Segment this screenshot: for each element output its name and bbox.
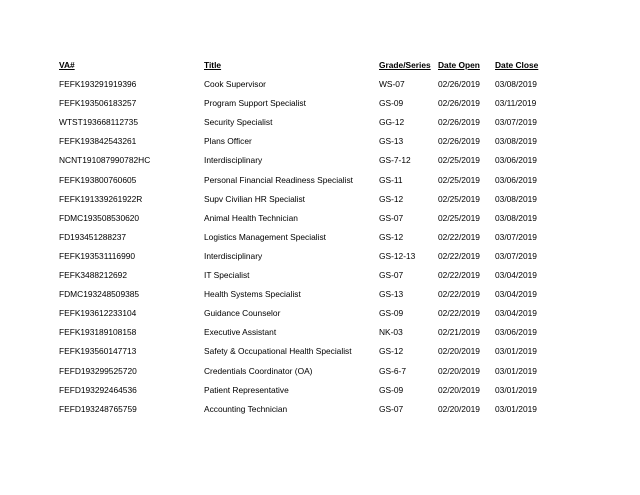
cell-va-number: FEFD193248765759 — [59, 403, 137, 414]
cell-va-number: FDMC193508530620 — [59, 212, 140, 223]
cell-va-number: FEFD193292464536 — [59, 384, 137, 395]
cell-date-open: 02/25/2019 — [438, 193, 480, 204]
cell-date-open: 02/25/2019 — [438, 174, 480, 185]
cell-title: Health Systems Specialist — [204, 289, 301, 300]
cell-date-close: 03/06/2019 — [495, 174, 537, 185]
cell-grade-series: GS-07 — [379, 212, 404, 223]
cell-va-number: NCNT191087990782HC — [59, 155, 151, 166]
cell-date-open: 02/20/2019 — [438, 403, 480, 414]
cell-grade-series: GS-12 — [379, 231, 404, 242]
cell-grade-series: GS-12-13 — [379, 250, 416, 261]
cell-title: Interdisciplinary — [204, 250, 263, 261]
cell-date-close: 03/08/2019 — [495, 136, 537, 147]
cell-date-close: 03/07/2019 — [495, 117, 537, 128]
table-row — [59, 342, 555, 361]
table-row — [59, 285, 555, 304]
cell-date-open: 02/26/2019 — [438, 79, 480, 90]
cell-date-open: 02/22/2019 — [438, 289, 480, 300]
table-row — [59, 323, 555, 342]
header-date-close: Date Close — [495, 60, 539, 70]
cell-grade-series: GS-13 — [379, 289, 404, 300]
cell-title: Plans Officer — [204, 136, 252, 147]
cell-title: Cook Supervisor — [204, 79, 266, 90]
cell-grade-series: GS-12 — [379, 193, 404, 204]
cell-date-open: 02/26/2019 — [438, 136, 480, 147]
cell-title: Credentials Coordinator (OA) — [204, 365, 313, 376]
cell-grade-series: WS-07 — [379, 79, 405, 90]
cell-grade-series: GS-7-12 — [379, 155, 411, 166]
cell-date-close: 03/01/2019 — [495, 384, 537, 395]
cell-date-close: 03/07/2019 — [495, 231, 537, 242]
cell-va-number: FEFD193299525720 — [59, 365, 137, 376]
table-row — [59, 247, 555, 266]
cell-date-close: 03/06/2019 — [495, 327, 537, 338]
cell-va-number: FDMC193248509385 — [59, 289, 140, 300]
table-row — [59, 132, 555, 151]
table-row — [59, 304, 555, 323]
table-row — [59, 190, 555, 209]
cell-date-open: 02/20/2019 — [438, 346, 480, 357]
table-row — [59, 171, 555, 190]
cell-date-close: 03/08/2019 — [495, 212, 537, 223]
cell-va-number: FEFK193506183257 — [59, 98, 137, 109]
cell-date-close: 03/08/2019 — [495, 193, 537, 204]
cell-date-open: 02/22/2019 — [438, 270, 480, 281]
cell-va-number: FEFK193612233104 — [59, 308, 137, 319]
cell-title: Supv Civilian HR Specialist — [204, 193, 306, 204]
cell-title: IT Specialist — [204, 270, 250, 281]
cell-va-number: FEFK193531116990 — [59, 250, 136, 261]
cell-title: Logistics Management Specialist — [204, 231, 326, 242]
cell-date-close: 03/06/2019 — [495, 155, 537, 166]
cell-title: Safety & Occupational Health Specialist — [204, 346, 352, 357]
vacancy-table — [59, 56, 555, 419]
cell-title: Executive Assistant — [204, 327, 277, 338]
cell-va-number: FEFK193291919396 — [59, 79, 137, 90]
cell-date-open: 02/25/2019 — [438, 155, 480, 166]
table-row — [59, 75, 555, 94]
cell-date-close: 03/11/2019 — [495, 98, 537, 109]
cell-grade-series: GS-6-7 — [379, 365, 406, 376]
cell-date-open: 02/22/2019 — [438, 308, 480, 319]
cell-grade-series: GS-12 — [379, 346, 404, 357]
cell-title: Security Specialist — [204, 117, 273, 128]
cell-date-open: 02/26/2019 — [438, 98, 480, 109]
cell-date-open: 02/26/2019 — [438, 117, 480, 128]
header-title: Title — [204, 60, 222, 70]
cell-va-number: FD193451288237 — [59, 231, 127, 242]
cell-grade-series: GS-13 — [379, 136, 404, 147]
header-va-number: VA# — [59, 60, 75, 70]
cell-date-open: 02/20/2019 — [438, 384, 480, 395]
cell-grade-series: NK-03 — [379, 327, 403, 338]
table-row — [59, 228, 555, 247]
header-date-open: Date Open — [438, 60, 480, 70]
table-row — [59, 209, 555, 228]
cell-date-close: 03/04/2019 — [495, 270, 537, 281]
table-row — [59, 94, 555, 113]
cell-va-number: FEFK193842543261 — [59, 136, 137, 147]
cell-date-close: 03/04/2019 — [495, 289, 537, 300]
cell-va-number: FEFK193189108158 — [59, 327, 137, 338]
cell-date-open: 02/25/2019 — [438, 212, 480, 223]
table-row — [59, 151, 555, 170]
cell-grade-series: GS-09 — [379, 308, 404, 319]
cell-date-close: 03/07/2019 — [495, 250, 537, 261]
cell-va-number: WTST193668112735 — [59, 117, 138, 128]
cell-grade-series: GG-12 — [379, 117, 405, 128]
cell-date-close: 03/08/2019 — [495, 79, 537, 90]
table-row — [59, 400, 555, 419]
table-row — [59, 362, 555, 381]
cell-title: Personal Financial Readiness Specialist — [204, 174, 353, 185]
cell-grade-series: GS-09 — [379, 384, 404, 395]
cell-title: Interdisciplinary — [204, 155, 263, 166]
cell-grade-series: GS-07 — [379, 403, 404, 414]
cell-grade-series: GS-11 — [379, 174, 403, 185]
cell-date-close: 03/01/2019 — [495, 403, 537, 414]
cell-va-number: FEFK191339261922R — [59, 193, 143, 204]
cell-date-close: 03/01/2019 — [495, 346, 537, 357]
cell-grade-series: GS-07 — [379, 270, 404, 281]
cell-date-close: 03/04/2019 — [495, 308, 537, 319]
cell-va-number: FEFK193560147713 — [59, 346, 137, 357]
table-row — [59, 113, 555, 132]
table-row — [59, 381, 555, 400]
cell-date-close: 03/01/2019 — [495, 365, 537, 376]
cell-date-open: 02/20/2019 — [438, 365, 480, 376]
header-grade-series: Grade/Series — [379, 60, 431, 70]
cell-title: Guidance Counselor — [204, 308, 281, 319]
cell-grade-series: GS-09 — [379, 98, 404, 109]
cell-va-number: FEFK193800760605 — [59, 174, 137, 185]
cell-title: Program Support Specialist — [204, 98, 306, 109]
cell-va-number: FEFK3488212692 — [59, 270, 127, 281]
cell-date-open: 02/22/2019 — [438, 231, 480, 242]
table-row — [59, 266, 555, 285]
cell-title: Accounting Technician — [204, 403, 288, 414]
table-header-row — [59, 56, 555, 75]
cell-title: Patient Representative — [204, 384, 289, 395]
cell-title: Animal Health Technician — [204, 212, 298, 223]
cell-date-open: 02/22/2019 — [438, 250, 480, 261]
cell-date-open: 02/21/2019 — [438, 327, 480, 338]
